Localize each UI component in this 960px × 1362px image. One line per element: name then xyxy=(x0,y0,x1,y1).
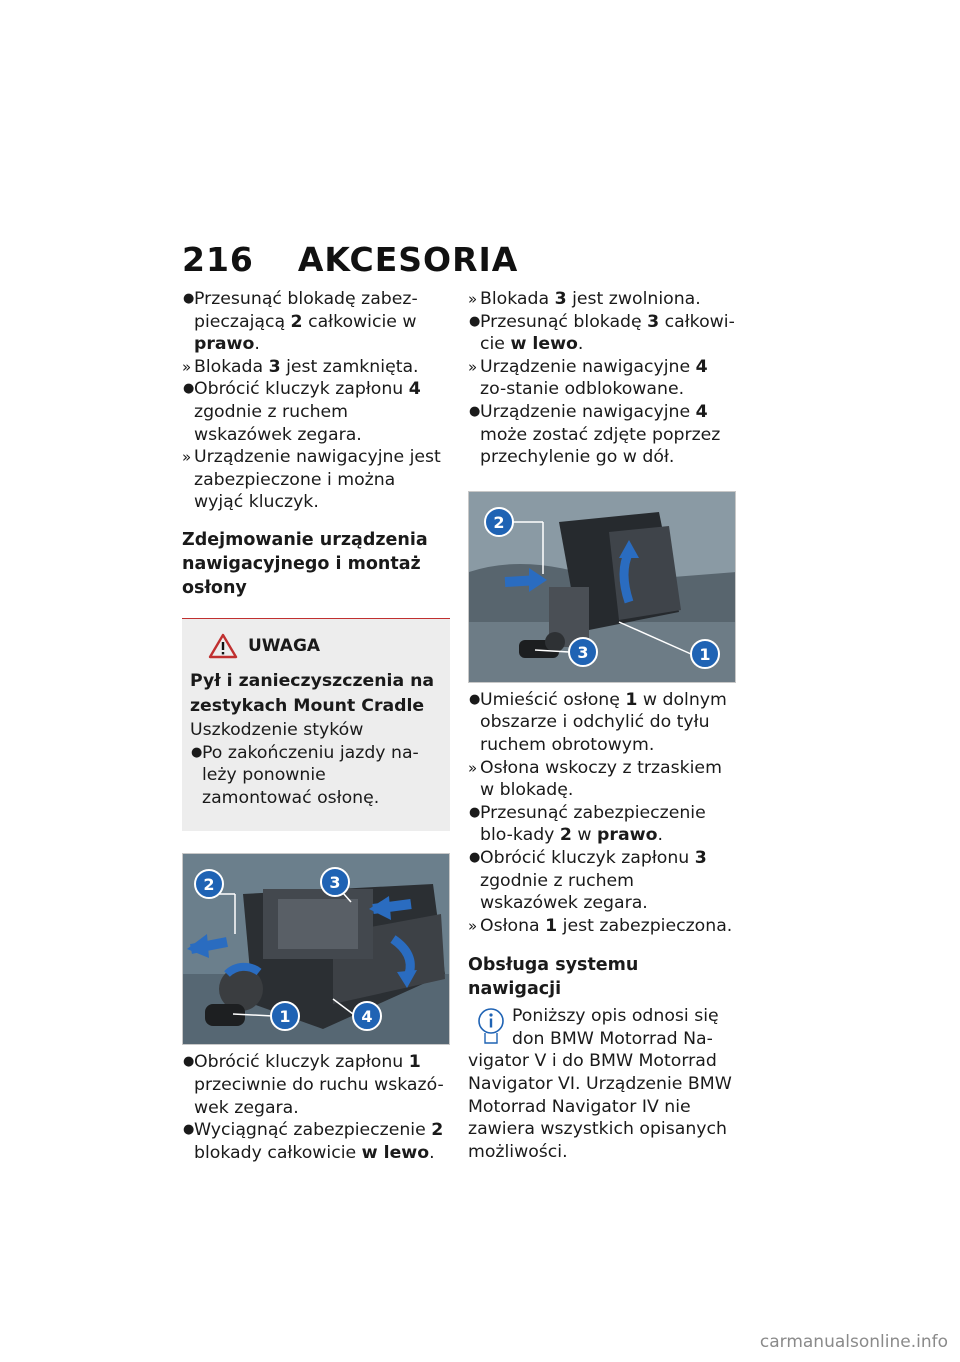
bullet-marker: ● xyxy=(183,1122,195,1138)
warning-box xyxy=(182,618,450,831)
result-step xyxy=(182,356,450,379)
step-text: . xyxy=(657,825,663,846)
section-heading-navigation: Obsługa systemu nawigacji xyxy=(468,955,639,1000)
step-text: zgodnie z ruchem wskazówek zegara. xyxy=(194,401,362,445)
info-note xyxy=(468,1005,736,1163)
figure-illustration xyxy=(183,854,450,1044)
watermark: carmanualsonline.info xyxy=(759,1332,948,1352)
step-text: blokady całkowicie xyxy=(194,1142,362,1163)
bullet-marker: ● xyxy=(469,313,481,329)
step-text: w xyxy=(571,825,598,846)
step-emphasis: 3 xyxy=(268,356,281,377)
warning-action xyxy=(190,742,438,810)
step-text: Przesunąć zabezpieczenie blo-kady xyxy=(480,802,706,846)
step-text: Urządzenie nawigacyjne jest zabezpieczone i można wyjąć kluczyk. xyxy=(194,447,441,513)
bullet-marker: ● xyxy=(469,403,481,419)
bullet-marker: ● xyxy=(183,1054,195,1070)
result-marker: » xyxy=(468,357,478,376)
step-text: Blokada xyxy=(480,289,555,309)
result-step xyxy=(468,915,736,938)
figure-cover-mounting xyxy=(468,491,736,683)
callout-label: 3 xyxy=(577,642,589,662)
step-text: Umieścić osłonę xyxy=(480,689,626,710)
step-emphasis: 3 xyxy=(694,847,707,868)
step-text: Osłona wskoczy z trzaskiem w blokadę. xyxy=(480,757,722,801)
step-emphasis: 4 xyxy=(695,401,708,422)
warning-title xyxy=(208,633,438,659)
step-text: całkowi-cie xyxy=(480,311,735,355)
step-text: . xyxy=(254,334,260,355)
warning-label: UWAGA xyxy=(248,635,321,656)
step-text: Urządzenie nawigacyjne xyxy=(480,356,696,377)
page-number: 216 xyxy=(182,240,254,279)
step-text: Wyciągnąć zabezpieczenie xyxy=(194,1120,432,1141)
step-emphasis: 1 xyxy=(545,915,558,936)
step-text: całkowicie w xyxy=(302,311,417,332)
instruction-step xyxy=(182,1051,450,1119)
step-emphasis: 4 xyxy=(408,379,421,400)
figure-device-removal xyxy=(182,853,450,1045)
page-header xyxy=(182,240,518,279)
bullet-marker: ● xyxy=(183,381,195,397)
step-text: Obrócić kluczyk zapłonu xyxy=(194,379,409,400)
step-text: Przesunąć blokadę xyxy=(480,311,648,332)
instruction-step xyxy=(468,847,736,915)
step-text: Urządzenie nawigacyjne xyxy=(480,401,696,422)
right-steps-b xyxy=(468,689,736,938)
instruction-step xyxy=(182,288,450,356)
step-emphasis: w lewo xyxy=(510,334,578,355)
result-step xyxy=(468,757,736,802)
instruction-step xyxy=(468,689,736,757)
warning-triangle-icon xyxy=(208,633,238,659)
callout-label: 3 xyxy=(329,873,341,893)
step-text: Blokada xyxy=(194,356,269,377)
result-marker: » xyxy=(468,758,478,777)
warning-consequence: Uszkodzenie styków xyxy=(190,719,364,740)
instruction-step xyxy=(468,802,736,847)
left-steps-b xyxy=(182,1051,450,1164)
step-emphasis: w lewo xyxy=(361,1142,430,1163)
instruction-step xyxy=(468,401,736,469)
step-emphasis: 1 xyxy=(408,1052,421,1073)
step-text: w dolnym obszarze i odchylić do tyłu ruchem obrotowym. xyxy=(480,689,727,755)
result-step xyxy=(468,288,736,311)
step-emphasis: 2 xyxy=(431,1120,444,1141)
result-step xyxy=(468,356,736,401)
bullet-marker: ● xyxy=(469,691,481,707)
result-marker: » xyxy=(468,290,478,308)
warning-action-text: Po zakończeniu jazdy na-leży ponownie zamontować osłonę. xyxy=(202,742,419,808)
step-text: przeciwnie do ruchu wskazó-wek zegara. xyxy=(194,1074,444,1118)
right-steps-a xyxy=(468,288,736,469)
step-text: . xyxy=(429,1142,435,1163)
step-emphasis: 2 xyxy=(559,825,572,846)
step-text: zgodnie z ruchem wskazówek zegara. xyxy=(480,870,648,914)
callout-label: 2 xyxy=(203,875,215,895)
step-emphasis: 3 xyxy=(647,311,660,332)
step-text: jest zabezpieczona. xyxy=(557,915,733,936)
step-emphasis: prawo xyxy=(194,334,255,355)
instruction-step xyxy=(182,378,450,446)
bullet-marker: ● xyxy=(183,291,195,306)
instruction-step xyxy=(468,311,736,356)
step-emphasis: 2 xyxy=(290,311,303,332)
step-text: Osłona xyxy=(480,915,546,936)
callout-label: 2 xyxy=(493,512,505,532)
result-marker: » xyxy=(182,357,192,376)
step-text: Przesunąć blokadę zabez-pieczającą xyxy=(194,289,418,332)
step-text: jest zamknięta. xyxy=(280,356,419,377)
info-text-first: Poniższy opis odnosi się don BMW Motorrad Na- xyxy=(512,1006,719,1049)
section-heading-remove-device: Zdejmowanie urządzenia nawigacyjnego i montaż osłony xyxy=(182,529,428,598)
callout-label: 1 xyxy=(699,644,711,664)
result-marker: » xyxy=(468,916,478,935)
chapter-title: AKCESORIA xyxy=(297,240,519,279)
info-icon xyxy=(476,1007,506,1047)
step-emphasis: 1 xyxy=(625,689,638,710)
left-column xyxy=(182,288,450,1164)
step-text: . xyxy=(577,334,584,355)
step-emphasis: 4 xyxy=(695,356,708,377)
info-text-rest: vigator V i do BMW Motorrad Navigator VI. Urządzenie BMW Motorrad Navigator IV nie zawiera wszystkich opisanych możliwości. xyxy=(468,1051,732,1162)
step-emphasis: prawo xyxy=(597,825,658,846)
callout-label: 4 xyxy=(361,1007,373,1027)
step-text: jest zwolniona. xyxy=(566,289,701,309)
bullet-marker: ● xyxy=(469,849,481,865)
callout-label: 1 xyxy=(279,1007,291,1027)
left-steps-a xyxy=(182,288,450,514)
step-text: zo-stanie odblokowane. xyxy=(480,379,685,400)
step-emphasis: 3 xyxy=(554,289,567,309)
result-marker: » xyxy=(182,448,192,467)
figure-illustration xyxy=(469,492,736,682)
result-step xyxy=(182,446,450,514)
step-text: może zostać zdjęte poprzez przechylenie go w dół. xyxy=(480,424,721,468)
bullet-marker: ● xyxy=(469,804,481,820)
bullet-marker: ● xyxy=(191,744,203,760)
step-text: Obrócić kluczyk zapłonu xyxy=(194,1052,409,1073)
warning-heading: Pył i zanieczyszczenia na zestykach Mount Cradle xyxy=(190,670,435,716)
step-text: Obrócić kluczyk zapłonu xyxy=(480,847,695,868)
right-column xyxy=(468,288,736,1163)
instruction-step xyxy=(182,1119,450,1164)
